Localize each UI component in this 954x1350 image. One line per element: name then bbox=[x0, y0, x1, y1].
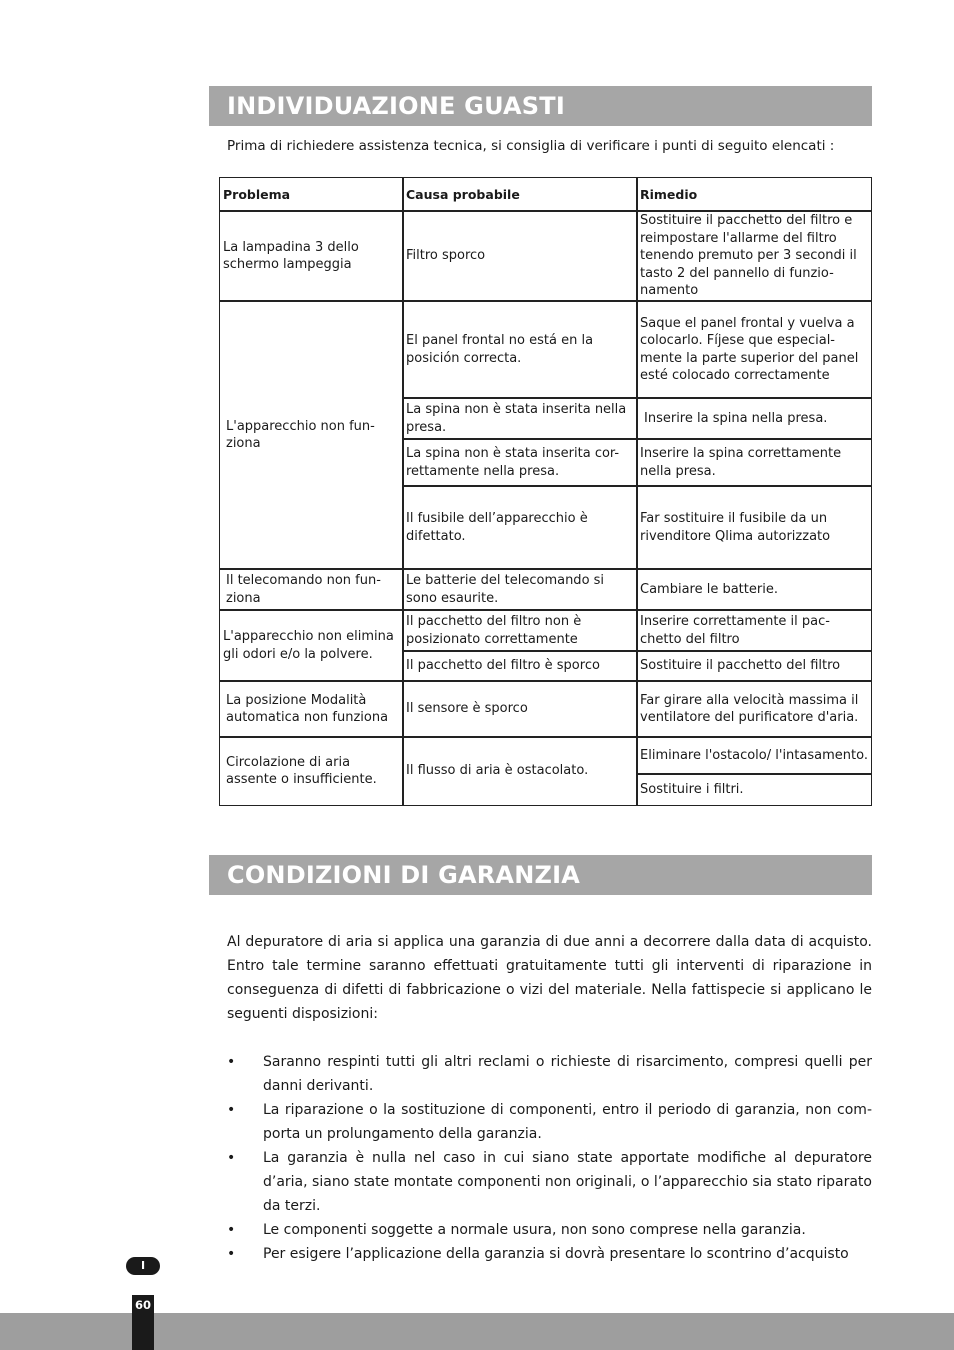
list-item: • Per esigere l’applicazione della garanzia si dovrà presentare lo scontrino d’acquisto bbox=[227, 1242, 872, 1266]
remedy-cell: Far sostituire il fusibile da un rivenditore Qlima autorizzato bbox=[636, 485, 872, 570]
problem-cell: L'apparecchio non fun- ziona bbox=[219, 300, 404, 570]
header-remedy: Rimedio bbox=[636, 177, 872, 212]
cause-cell: Filtro sporco bbox=[402, 210, 638, 302]
remedy-cell: Sostituire il pacchetto del filtro e reimpostare l'allarme del filtro tenendo premuto per 3 secondi il tasto 2 del pannello di funzio- namento bbox=[636, 210, 872, 302]
problem-cell: L'apparecchio non elimina gli odori e/o la polvere. bbox=[219, 609, 404, 682]
bullet-icon: • bbox=[227, 1222, 236, 1238]
header-problem: Problema bbox=[219, 177, 404, 212]
problem-cell: La posizione Modalità automatica non funziona bbox=[219, 680, 404, 738]
cause-cell: Il flusso di aria è ostacolato. bbox=[402, 736, 638, 806]
remedy-cell: Sostituire il pacchetto del filtro bbox=[636, 650, 872, 682]
header-cause: Causa probabile bbox=[402, 177, 638, 212]
language-badge: I bbox=[126, 1257, 160, 1275]
cause-cell: Il fusibile dell’apparecchio è difettato. bbox=[402, 485, 638, 570]
list-item: • Le componenti soggette a normale usura, non sono comprese nella garanzia. bbox=[227, 1218, 872, 1242]
remedy-cell: Inserire la spina correttamente nella presa. bbox=[636, 438, 872, 487]
cause-cell: Il pacchetto del filtro non è posizionato correttamente bbox=[402, 609, 638, 652]
remedy-cell: Inserire la spina nella presa. bbox=[636, 397, 872, 440]
list-item: • Saranno respinti tutti gli altri reclami o richieste di risarcimento, compresi quelli per danni derivanti. bbox=[227, 1050, 872, 1098]
bullet-icon: • bbox=[227, 1102, 236, 1118]
problem-cell: La lampadina 3 dello schermo lampeggia bbox=[219, 210, 404, 302]
warranty-paragraph: Al depuratore di aria si applica una garanzia di due anni a decorrere dalla data di acquisto. Entro tale termine saranno effettuati gratuitamente tutti gli interventi di riparazione in conseguenza di difetti di fabbricazione o vizi del materiale. Nella fattispecie si applicano le seguenti disposizioni: bbox=[227, 934, 872, 1022]
remedy-cell: Saque el panel frontal y vuelva a colocarlo. Fíjese que especial- mente la parte superior del panel esté colocado correctamente bbox=[636, 300, 872, 399]
section-title-warranty: CONDIZIONI DI GARANZIA bbox=[209, 855, 872, 895]
cause-cell: Il pacchetto del filtro è sporco bbox=[402, 650, 638, 682]
remedy-cell: Sostituire i filtri. bbox=[636, 773, 872, 806]
list-item: • La riparazione o la sostituzione di componenti, entro il periodo di garanzia, non com- porta un prolungamento della garanzia. bbox=[227, 1098, 872, 1146]
cause-cell: El panel frontal no está en la posición correcta. bbox=[402, 300, 638, 399]
cause-cell: Le batterie del telecomando si sono esaurite. bbox=[402, 568, 638, 611]
remedy-cell: Far girare alla velocità massima il ventilatore del purificatore d'aria. bbox=[636, 680, 872, 738]
cause-cell: Il sensore è sporco bbox=[402, 680, 638, 738]
troubleshooting-table bbox=[219, 177, 872, 806]
list-item: • La garanzia è nulla nel caso in cui siano state apportate modifiche al depuratore d’aria, siano state montate componenti non originali, o l’apparecchio sia stato riparato da terzi. bbox=[227, 1146, 872, 1218]
section-title-troubleshooting: INDIVIDUAZIONE GUASTI bbox=[209, 86, 872, 126]
bullet-icon: • bbox=[227, 1246, 236, 1262]
remedy-cell: Cambiare le batterie. bbox=[636, 568, 872, 611]
troubleshooting-intro: Prima di richiedere assistenza tecnica, si consiglia di verificare i punti di seguito elencati : bbox=[227, 138, 835, 154]
bullet-icon: • bbox=[227, 1054, 236, 1070]
remedy-cell: Inserire correttamente il pac- chetto del filtro bbox=[636, 609, 872, 652]
page-number: 60 bbox=[134, 1298, 151, 1312]
cause-cell: La spina non è stata inserita nella presa. bbox=[402, 397, 638, 440]
bullet-icon: • bbox=[227, 1150, 236, 1166]
problem-cell: Il telecomando non fun- ziona bbox=[219, 568, 404, 611]
cause-cell: La spina non è stata inserita cor- rettamente nella presa. bbox=[402, 438, 638, 487]
problem-cell: Circolazione di aria assente o insufficiente. bbox=[219, 736, 404, 806]
remedy-cell: Eliminare l'ostacolo/ l'intasamento. bbox=[636, 736, 872, 775]
warranty-conditions-list bbox=[227, 1050, 872, 1266]
